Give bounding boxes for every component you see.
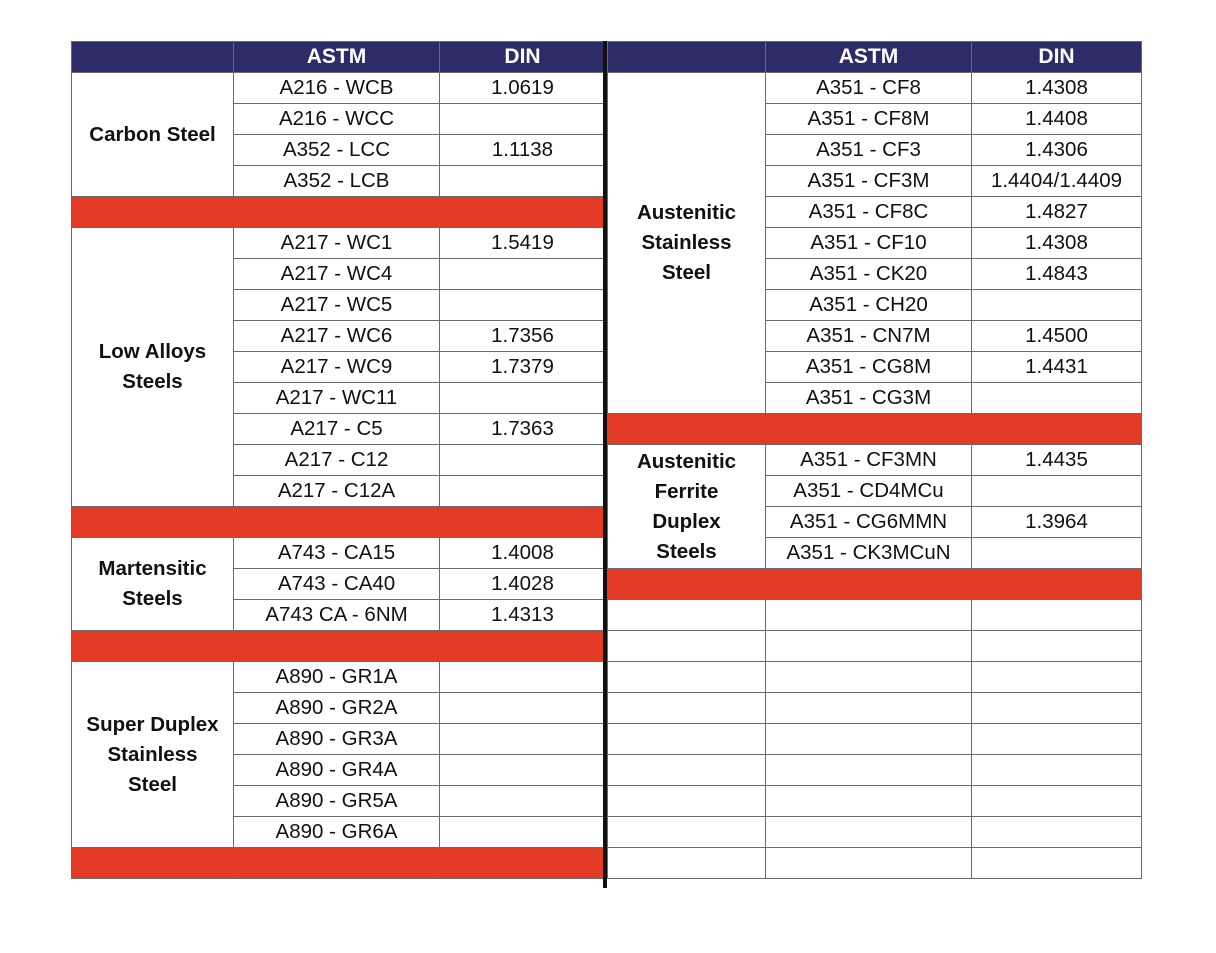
astm-cell: A351 - CF8C: [766, 197, 972, 228]
din-cell: [972, 383, 1142, 414]
empty-cell: [766, 693, 972, 724]
separator-cell: [234, 631, 440, 662]
astm-cell: A351 - CG8M: [766, 352, 972, 383]
right-material-table: [607, 41, 1142, 879]
empty-cell: [608, 755, 766, 786]
header-din: DIN: [440, 42, 606, 73]
astm-cell: A217 - WC1: [234, 228, 440, 259]
separator-cell: [72, 197, 234, 228]
empty-row: [608, 631, 1142, 662]
empty-row: [608, 755, 1142, 786]
din-cell: [440, 476, 606, 507]
din-cell: 1.4827: [972, 197, 1142, 228]
din-cell: 1.4843: [972, 259, 1142, 290]
separator-cell: [972, 414, 1142, 445]
category-label: Super Duplex Stainless Steel: [72, 662, 234, 848]
separator-cell: [608, 569, 766, 600]
din-cell: [440, 445, 606, 476]
din-cell: 1.4306: [972, 135, 1142, 166]
astm-cell: A743 - CA15: [234, 538, 440, 569]
astm-cell: A351 - CF8: [766, 73, 972, 104]
din-cell: 1.3964: [972, 507, 1142, 538]
din-cell: [972, 290, 1142, 321]
separator-row: [72, 197, 606, 228]
header-astm: ASTM: [766, 42, 972, 73]
astm-cell: A351 - CF8M: [766, 104, 972, 135]
empty-cell: [972, 600, 1142, 631]
separator-cell: [440, 848, 606, 879]
separator-row: [72, 507, 606, 538]
table-row: [608, 73, 1142, 104]
separator-row: [72, 631, 606, 662]
din-cell: 1.4500: [972, 321, 1142, 352]
astm-cell: A890 - GR3A: [234, 724, 440, 755]
astm-cell: A216 - WCB: [234, 73, 440, 104]
empty-row: [608, 662, 1142, 693]
astm-cell: A352 - LCC: [234, 135, 440, 166]
table-row: [72, 228, 606, 259]
separator-row: [608, 414, 1142, 445]
din-cell: [440, 383, 606, 414]
separator-cell: [72, 848, 234, 879]
din-cell: 1.0619: [440, 73, 606, 104]
astm-cell: A743 - CA40: [234, 569, 440, 600]
din-cell: 1.4408: [972, 104, 1142, 135]
astm-cell: A890 - GR1A: [234, 662, 440, 693]
din-cell: [440, 817, 606, 848]
din-cell: [972, 538, 1142, 569]
din-cell: [972, 476, 1142, 507]
din-cell: [440, 693, 606, 724]
header-category: [72, 42, 234, 73]
header-category: [608, 42, 766, 73]
separator-cell: [608, 414, 766, 445]
separator-cell: [234, 848, 440, 879]
din-cell: 1.4404/1.4409: [972, 166, 1142, 197]
separator-row: [72, 848, 606, 879]
astm-cell: A890 - GR4A: [234, 755, 440, 786]
empty-cell: [766, 600, 972, 631]
astm-cell: A217 - WC4: [234, 259, 440, 290]
empty-cell: [608, 817, 766, 848]
empty-cell: [608, 848, 766, 879]
astm-cell: A352 - LCB: [234, 166, 440, 197]
empty-cell: [972, 724, 1142, 755]
empty-row: [608, 724, 1142, 755]
astm-cell: A351 - CD4MCu: [766, 476, 972, 507]
separator-row: [608, 569, 1142, 600]
astm-cell: A351 - CK3MCuN: [766, 538, 972, 569]
din-cell: [440, 259, 606, 290]
empty-cell: [766, 724, 972, 755]
empty-cell: [766, 755, 972, 786]
empty-row: [608, 817, 1142, 848]
table-row: [608, 445, 1142, 476]
header-din: DIN: [972, 42, 1142, 73]
astm-cell: A890 - GR2A: [234, 693, 440, 724]
table-row: [72, 538, 606, 569]
category-label: Austenitic Ferrite Duplex Steels: [608, 445, 766, 569]
astm-cell: A351 - CG6MMN: [766, 507, 972, 538]
separator-cell: [440, 197, 606, 228]
din-cell: 1.7363: [440, 414, 606, 445]
empty-cell: [972, 848, 1142, 879]
header-astm: ASTM: [234, 42, 440, 73]
empty-cell: [766, 631, 972, 662]
din-cell: 1.4431: [972, 352, 1142, 383]
separator-cell: [440, 631, 606, 662]
empty-cell: [608, 600, 766, 631]
category-label: Martensitic Steels: [72, 538, 234, 631]
astm-cell: A351 - CF3MN: [766, 445, 972, 476]
din-cell: [440, 786, 606, 817]
header-row: [608, 42, 1142, 73]
astm-cell: A743 CA - 6NM: [234, 600, 440, 631]
category-label: Austenitic Stainless Steel: [608, 73, 766, 414]
empty-cell: [766, 786, 972, 817]
separator-cell: [766, 414, 972, 445]
astm-cell: A890 - GR6A: [234, 817, 440, 848]
astm-cell: A217 - C12A: [234, 476, 440, 507]
category-label: Carbon Steel: [72, 73, 234, 197]
empty-cell: [608, 786, 766, 817]
astm-cell: A351 - CG3M: [766, 383, 972, 414]
empty-cell: [766, 848, 972, 879]
astm-cell: A217 - WC5: [234, 290, 440, 321]
empty-cell: [972, 662, 1142, 693]
header-row: [72, 42, 606, 73]
astm-cell: A217 - WC9: [234, 352, 440, 383]
empty-row: [608, 600, 1142, 631]
empty-row: [608, 848, 1142, 879]
din-cell: 1.1138: [440, 135, 606, 166]
separator-cell: [72, 631, 234, 662]
empty-row: [608, 786, 1142, 817]
separator-cell: [234, 197, 440, 228]
din-cell: [440, 104, 606, 135]
left-material-table: [71, 41, 606, 879]
astm-cell: A351 - CK20: [766, 259, 972, 290]
table-row: [72, 73, 606, 104]
din-cell: [440, 724, 606, 755]
empty-cell: [608, 724, 766, 755]
din-cell: [440, 290, 606, 321]
astm-cell: A217 - WC6: [234, 321, 440, 352]
astm-cell: A351 - CF3M: [766, 166, 972, 197]
din-cell: 1.5419: [440, 228, 606, 259]
empty-cell: [972, 817, 1142, 848]
din-cell: 1.7379: [440, 352, 606, 383]
astm-cell: A216 - WCC: [234, 104, 440, 135]
separator-cell: [972, 569, 1142, 600]
empty-row: [608, 693, 1142, 724]
category-label: Low Alloys Steels: [72, 228, 234, 507]
empty-cell: [972, 631, 1142, 662]
empty-cell: [608, 631, 766, 662]
astm-cell: A351 - CN7M: [766, 321, 972, 352]
din-cell: 1.4313: [440, 600, 606, 631]
separator-cell: [440, 507, 606, 538]
astm-cell: A890 - GR5A: [234, 786, 440, 817]
din-cell: [440, 662, 606, 693]
empty-cell: [972, 693, 1142, 724]
din-cell: 1.4308: [972, 228, 1142, 259]
separator-cell: [234, 507, 440, 538]
din-cell: [440, 755, 606, 786]
astm-cell: A217 - WC11: [234, 383, 440, 414]
astm-cell: A217 - C5: [234, 414, 440, 445]
empty-cell: [972, 786, 1142, 817]
din-cell: 1.4008: [440, 538, 606, 569]
astm-cell: A351 - CH20: [766, 290, 972, 321]
astm-cell: A351 - CF10: [766, 228, 972, 259]
din-cell: 1.4435: [972, 445, 1142, 476]
separator-cell: [72, 507, 234, 538]
din-cell: [440, 166, 606, 197]
separator-cell: [766, 569, 972, 600]
empty-cell: [766, 817, 972, 848]
table-row: [72, 662, 606, 693]
astm-cell: A217 - C12: [234, 445, 440, 476]
astm-cell: A351 - CF3: [766, 135, 972, 166]
empty-cell: [608, 662, 766, 693]
empty-cell: [972, 755, 1142, 786]
din-cell: 1.4308: [972, 73, 1142, 104]
empty-cell: [608, 693, 766, 724]
din-cell: 1.7356: [440, 321, 606, 352]
din-cell: 1.4028: [440, 569, 606, 600]
empty-cell: [766, 662, 972, 693]
